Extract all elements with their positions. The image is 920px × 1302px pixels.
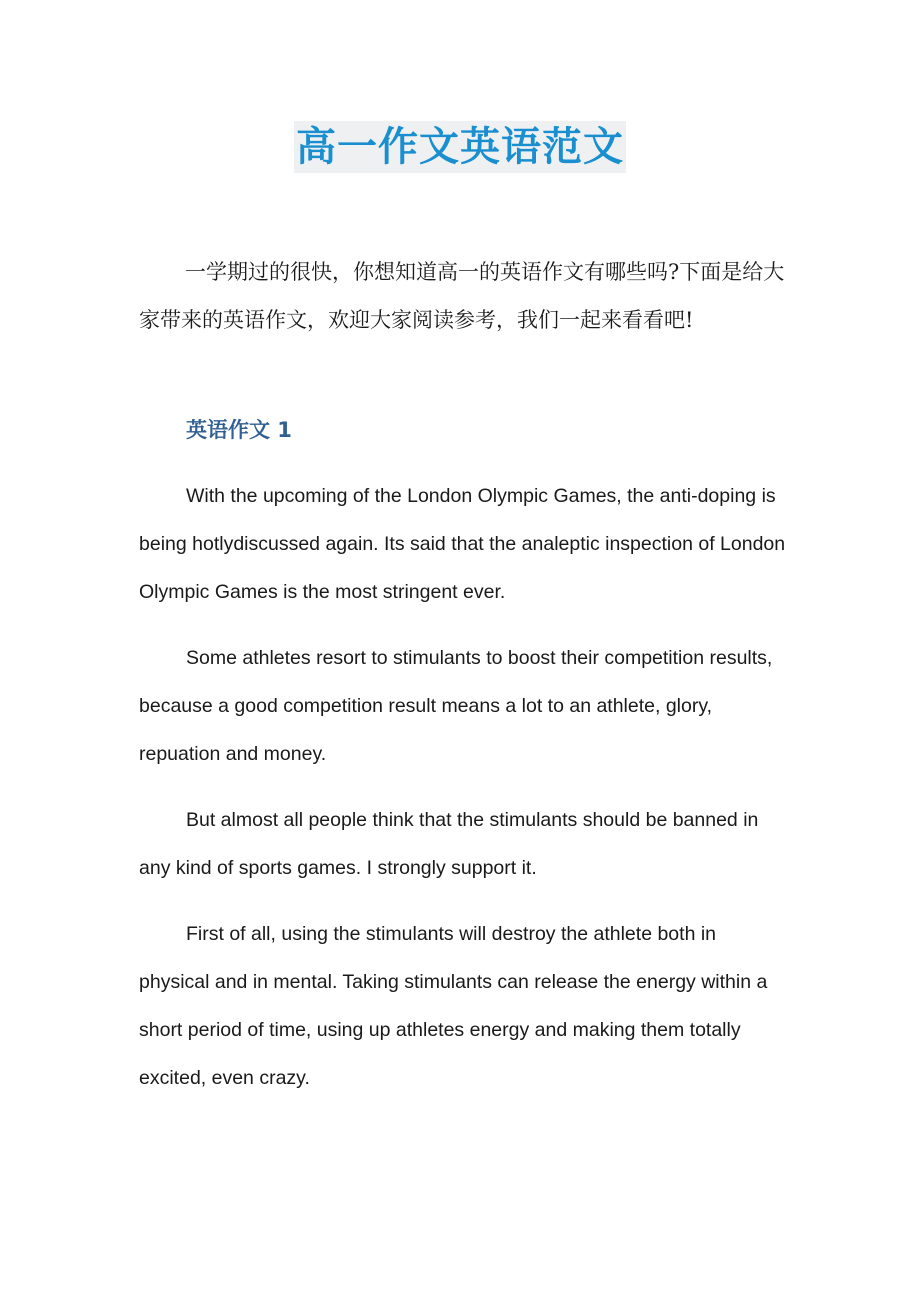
section-heading: 英语作文 1 (186, 418, 292, 442)
body-paragraph-4: First of all, using the stimulants will destroy the athlete both in physical and in mental. Taking stimulants can release the energy within a short period of time, using up athletes energy and making them totally excited, even crazy. (139, 923, 768, 1089)
intro-paragraph: 一学期过的很快，你想知道高一的英语作文有哪些吗?下面是给大家带来的英语作文，欢迎大家阅读参考，我们一起来看看吧! (139, 260, 785, 332)
body-paragraph-3: But almost all people think that the stimulants should be banned in any kind of sports games. I strongly support it. (139, 809, 759, 879)
body-paragraph-1: With the upcoming of the London Olympic Games, the anti-doping is being hotlydiscussed again. Its said that the analeptic inspection of London Olympic Games is the most stringent ever. (139, 485, 786, 603)
document-title: 高一作文英语范文 (294, 121, 626, 173)
body-paragraph-2: Some athletes resort to stimulants to boost their competition results, because a good competition result means a lot to an athlete, glory, repuation and money. (139, 647, 773, 765)
title-container (0, 121, 920, 173)
